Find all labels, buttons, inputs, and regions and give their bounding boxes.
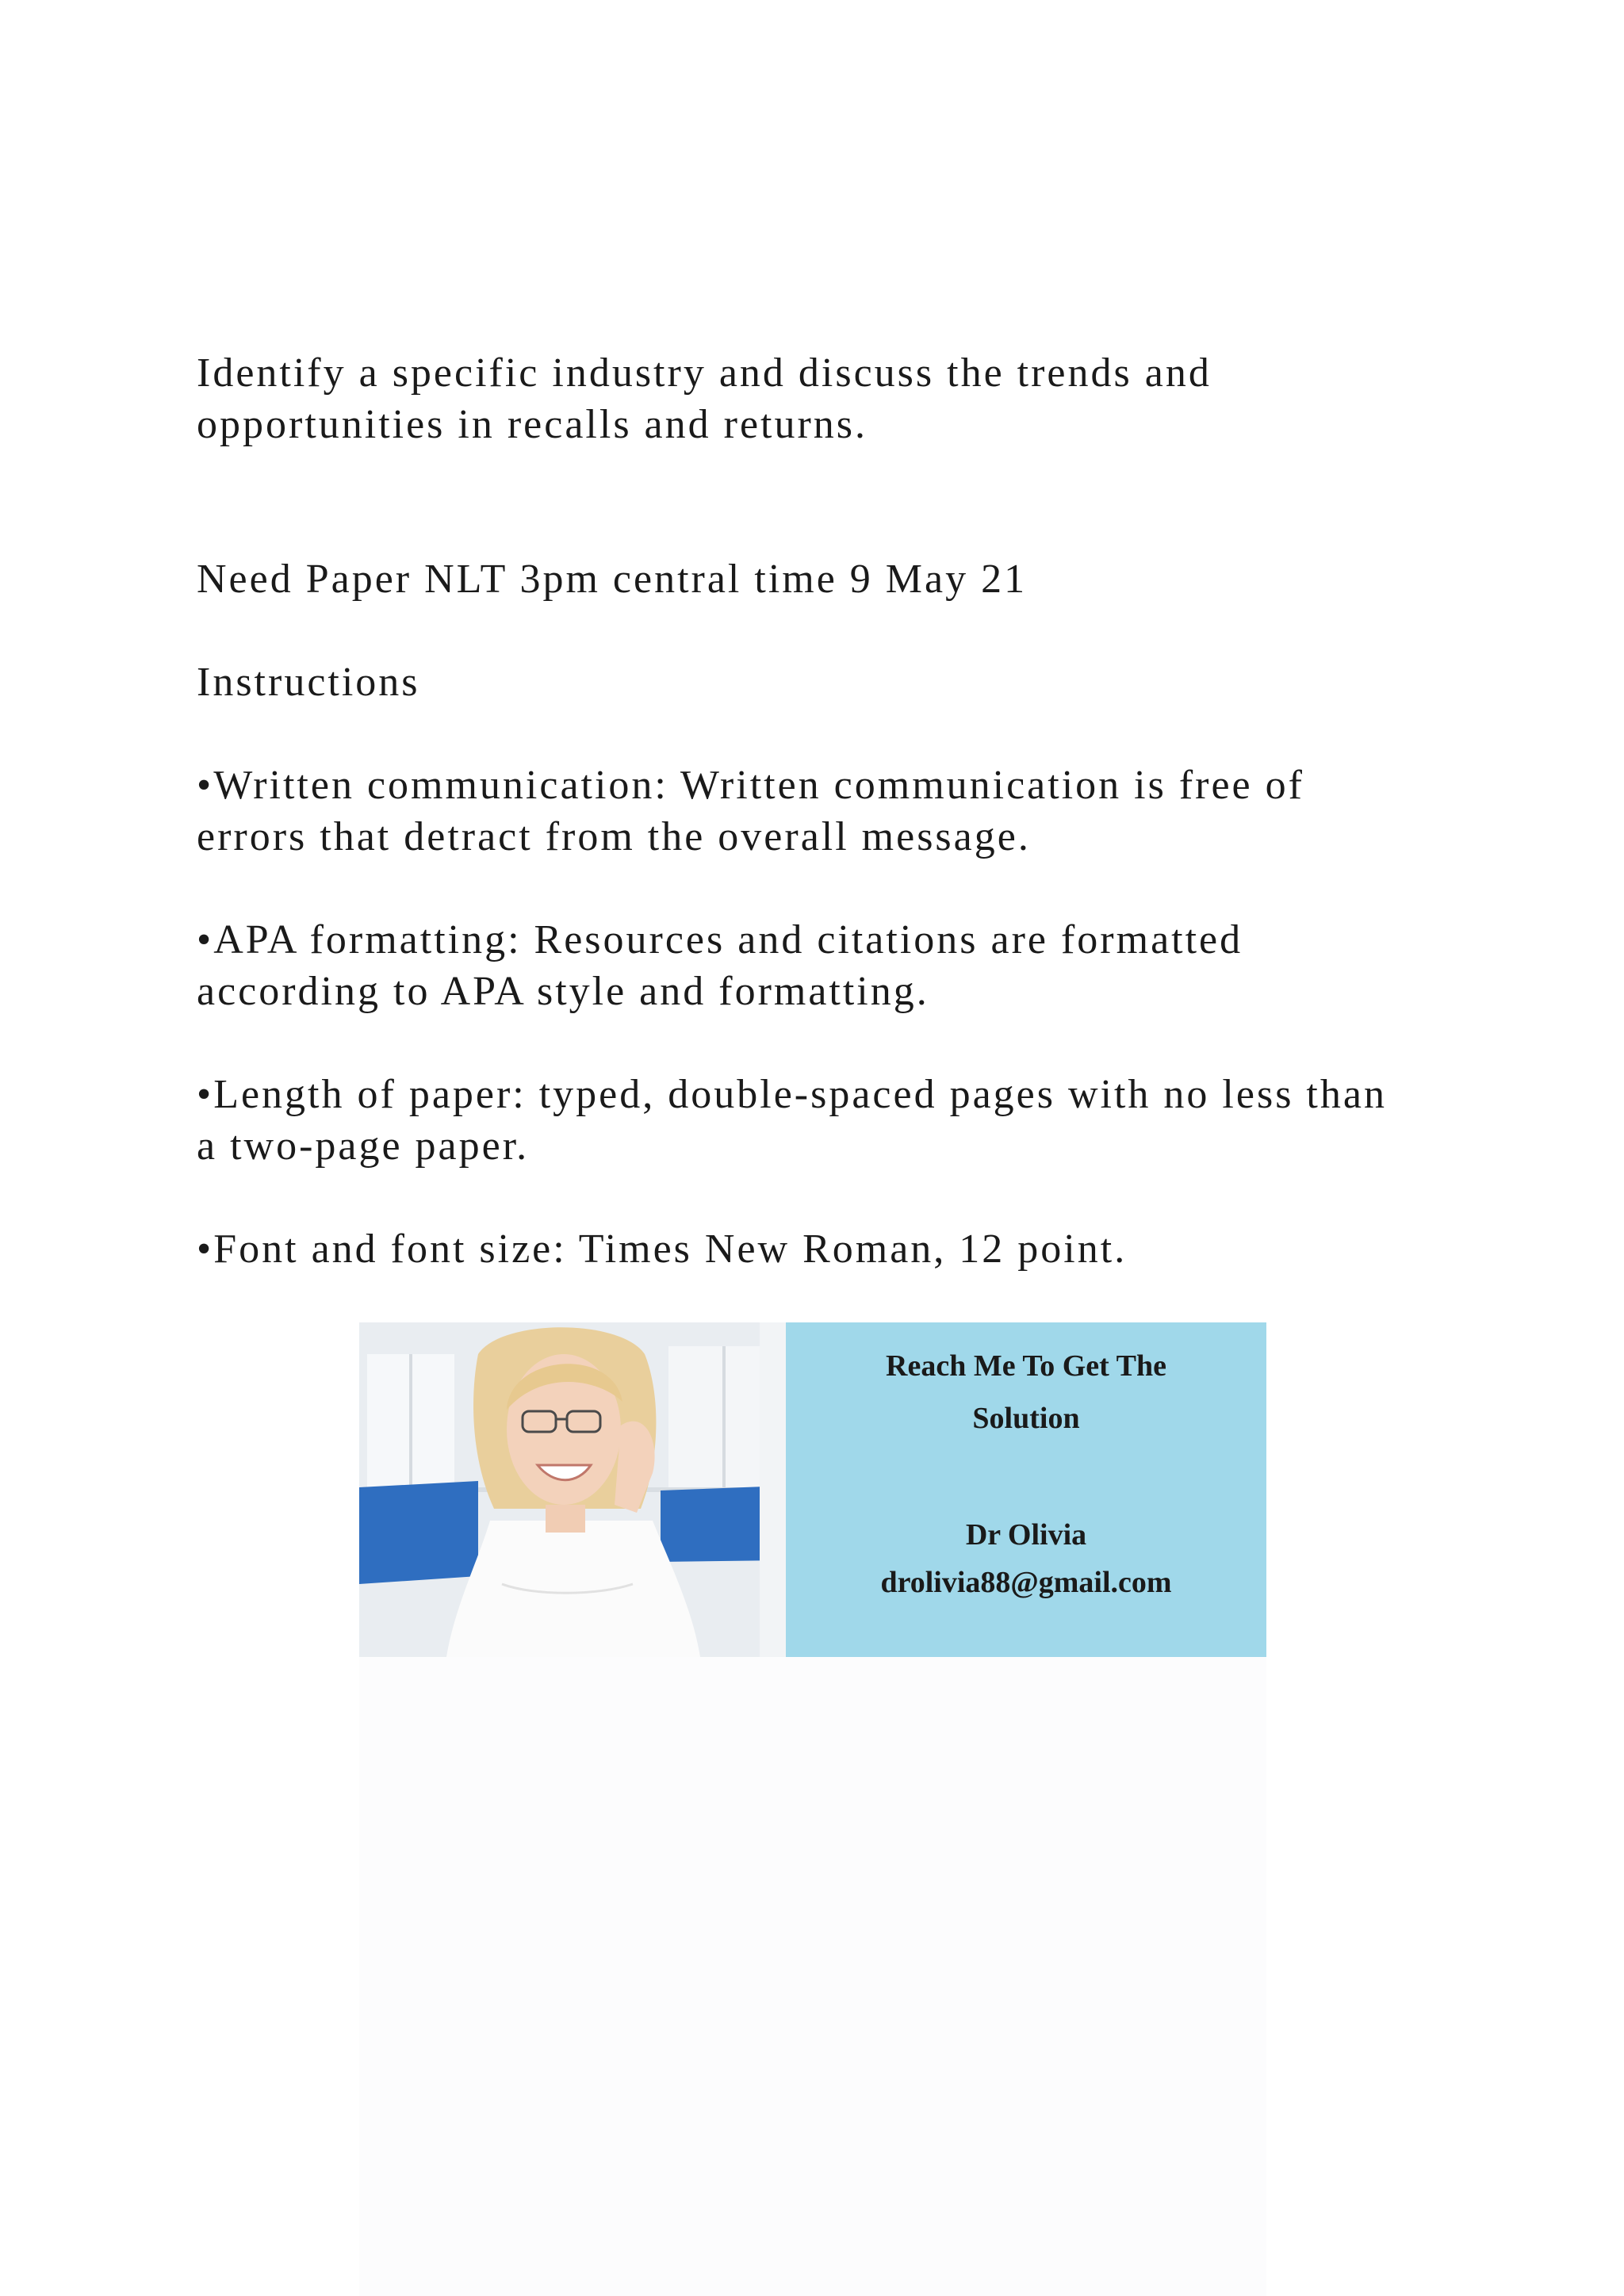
- contact-card: [786, 1322, 1266, 1657]
- woman-illustration: [359, 1322, 786, 1657]
- prompt-line-1: Identify a specific industry and discuss the trends and: [197, 350, 1212, 396]
- card-heading-line-1: Reach Me To Get The: [886, 1349, 1166, 1383]
- bullet-apa-formatting: •APA formatting: Resources and citations are formatted: [197, 917, 1243, 962]
- document-body: [197, 347, 1465, 1275]
- bullet-length-of-paper-cont: a two-page paper.: [197, 1123, 530, 1169]
- bullet-length-of-paper: •Length of paper: typed, double-spaced pages with no less than: [197, 1072, 1387, 1117]
- contact-banner: [359, 1322, 1266, 1657]
- bullet-written-communication: •Written communication: Written communication is free of: [197, 763, 1304, 808]
- bullet-font-size: •Font and font size: Times New Roman, 12 point.: [197, 1226, 1128, 1272]
- woman-photo: [359, 1322, 786, 1657]
- bullet-written-communication-cont: errors that detract from the overall message.: [197, 814, 1031, 859]
- contact-email: drolivia88@gmail.com: [880, 1566, 1172, 1599]
- deadline-text: Need Paper NLT 3pm central time 9 May 21: [197, 557, 1028, 602]
- card-heading-line-2: Solution: [972, 1402, 1080, 1435]
- page-shade: [359, 1657, 1266, 2296]
- bullet-apa-formatting-cont: according to APA style and formatting.: [197, 969, 929, 1014]
- instructions-heading: Instructions: [197, 660, 420, 705]
- contact-name: Dr Olivia: [965, 1518, 1087, 1552]
- prompt-line-2: opportunities in recalls and returns.: [197, 402, 868, 447]
